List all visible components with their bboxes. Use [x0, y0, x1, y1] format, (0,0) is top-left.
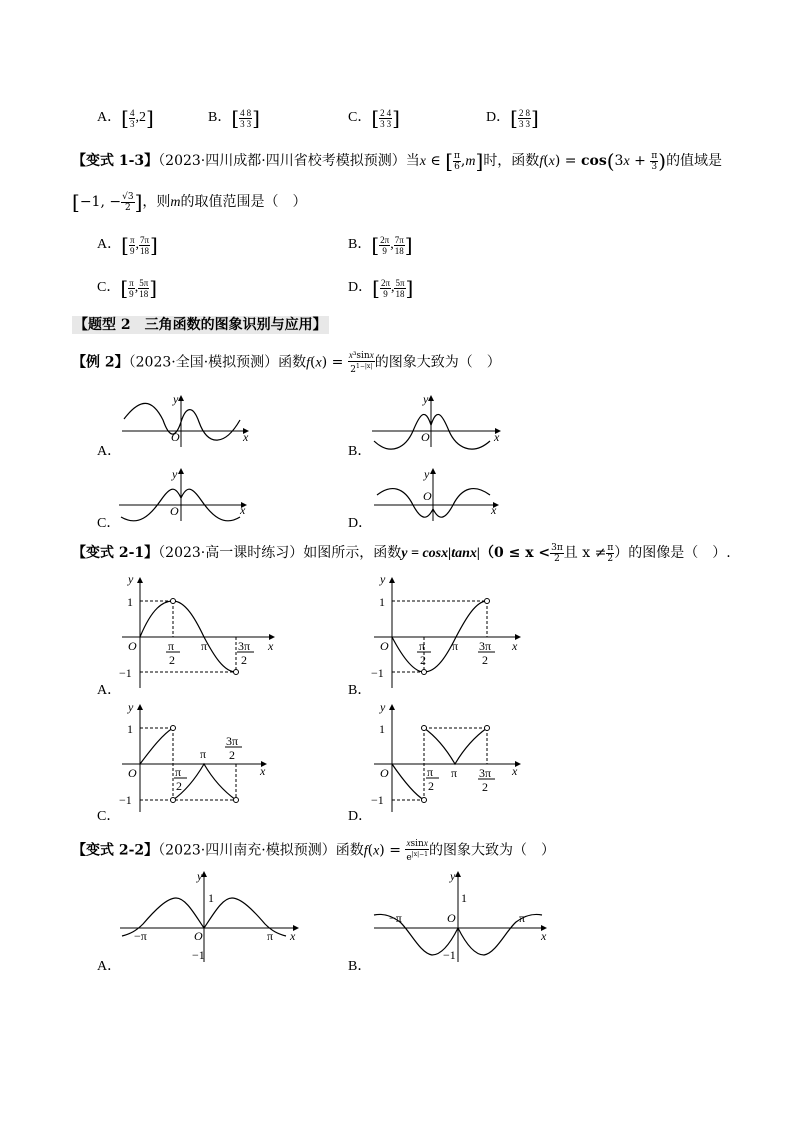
ex2-option-a: A．	[97, 444, 122, 459]
variant-2-2-question: 【变式 2-2】（2023·四川南充·模拟预测）函数f(x) = $\frac{xsinx}{e^{|x|-1}}$ 的图象大致为（ ）	[72, 838, 555, 863]
option-label: C．	[348, 110, 372, 126]
svg-text:−π: −π	[389, 911, 402, 925]
v22-option-a: A．	[97, 959, 122, 974]
svg-text:1: 1	[461, 891, 467, 905]
origin-label: O	[421, 430, 430, 444]
option-label: A．	[97, 110, 122, 126]
svg-text:y: y	[450, 869, 456, 883]
svg-text:O: O	[380, 639, 389, 653]
graph-v21-b	[371, 572, 520, 688]
graph-v22-a	[120, 869, 298, 962]
origin-label: O	[170, 504, 179, 518]
x-label: x	[491, 503, 497, 517]
variant-1-3-option-b: B．[ $\frac{2\pi}{9}$ , $\frac{7\pi}{18}$ ]	[348, 233, 413, 257]
graph-ex2-b	[372, 392, 500, 449]
svg-text:y: y	[197, 869, 203, 883]
svg-text:x: x	[512, 639, 518, 653]
svg-text:2: 2	[482, 653, 488, 667]
top-option-d: D．[ $\frac{2}{3}$ $\frac{8}{3}$ ]	[486, 106, 539, 130]
origin-label: O	[423, 489, 432, 503]
svg-text:2: 2	[241, 653, 247, 667]
svg-text:x: x	[541, 929, 547, 943]
svg-text:1: 1	[379, 595, 385, 609]
svg-text:y: y	[128, 700, 134, 714]
svg-text:π: π	[200, 747, 207, 761]
x-label: x	[240, 503, 246, 517]
svg-text:x: x	[268, 639, 274, 653]
variant-2-1-question: 【变式 2-1】（2023·高一课时练习）如图所示，函数y = cosx|tanx|（0 ≤ x < $\frac{3\pi}{2}$ 且 x ≠ $\frac{\pi}{2}$ ）的图像是（ ）.	[72, 542, 731, 564]
svg-text:2: 2	[420, 653, 426, 667]
graph-v21-d	[371, 700, 520, 812]
svg-text:π: π	[427, 765, 434, 779]
graph-ex2-a	[122, 392, 249, 447]
svg-text:2: 2	[428, 779, 434, 793]
option-label: D．	[486, 110, 511, 126]
y-label: y	[173, 392, 179, 406]
svg-text:π: π	[419, 639, 426, 653]
svg-text:3π: 3π	[238, 639, 251, 653]
y-label: y	[424, 467, 430, 481]
question-text: （2023·四川成都·四川省校考模拟预测）当	[158, 153, 420, 169]
svg-text:O: O	[128, 639, 137, 653]
svg-text:1: 1	[379, 722, 385, 736]
variant-1-3-option-a: A．[ $\frac{\pi}{9}$ , $\frac{7\pi}{18}$ ]	[97, 233, 158, 257]
graph-ex2-d	[374, 467, 498, 521]
svg-text:2: 2	[482, 780, 488, 794]
ex2-option-c: C．	[97, 516, 121, 531]
x-label: x	[243, 430, 249, 444]
svg-text:−1: −1	[371, 793, 384, 807]
graph-ex2-c	[119, 467, 246, 521]
graph-v22-b	[374, 869, 547, 962]
svg-text:−1: −1	[119, 666, 132, 680]
svg-text:π: π	[451, 766, 458, 780]
svg-text:y: y	[380, 572, 386, 586]
v21-option-c: C．	[97, 809, 121, 824]
svg-text:O: O	[128, 766, 137, 780]
variant-1-3-option-c: C．[ $\frac{\pi}{9}$ , $\frac{5\pi}{18}$ ]	[97, 276, 158, 300]
svg-text:x: x	[512, 764, 518, 778]
y-label: y	[172, 467, 178, 481]
top-option-c: C．[ $\frac{2}{3}$ $\frac{4}{3}$ ]	[348, 106, 400, 130]
svg-text:π: π	[267, 929, 274, 943]
top-option-a: A．[ $\frac{4}{3}$ ,2]	[97, 106, 154, 130]
ex2-option-d: D．	[348, 516, 373, 531]
svg-text:1: 1	[208, 891, 214, 905]
v21-option-b: B．	[348, 683, 372, 698]
option-label: B．	[208, 110, 232, 126]
svg-text:−1: −1	[192, 948, 205, 962]
top-option-b: B．[ $\frac{4}{3}$ $\frac{8}{3}$ ]	[208, 106, 260, 130]
svg-text:O: O	[380, 766, 389, 780]
example-2-question: 【例 2】（2023·全国·模拟预测）函数f(x) = $\frac{\text{x³sinx}}{2^{1-|x|}}$ 的图象大致为（ ）	[72, 350, 501, 375]
svg-text:y: y	[380, 700, 386, 714]
svg-text:1: 1	[127, 722, 133, 736]
question-tag: 【例 2】	[72, 354, 129, 371]
svg-text:O: O	[194, 929, 203, 943]
variant-1-3-question-line2: [−1, − $\frac{√3}{2}$ ]，则m的取值范围是（ ）	[72, 190, 307, 214]
x-label: x	[494, 430, 500, 444]
svg-text:π: π	[168, 639, 175, 653]
svg-text:3π: 3π	[479, 766, 492, 780]
variant-1-3-option-d: D．[ $\frac{2\pi}{9}$ , $\frac{5\pi}{18}$ ]	[348, 276, 414, 300]
svg-text:−π: −π	[134, 929, 147, 943]
svg-text:x: x	[260, 764, 266, 778]
y-label: y	[423, 392, 429, 406]
section-header: 【题型 2 三角函数的图象识别与应用】	[74, 317, 327, 333]
question-tag: 【变式 2-2】	[72, 842, 159, 859]
graph-v21-c	[119, 700, 266, 812]
v21-option-a: A．	[97, 683, 122, 698]
question-tag: 【变式 2-1】	[72, 545, 159, 561]
svg-text:π: π	[175, 765, 182, 779]
variant-1-3-question: 【变式 1-3】（2023·四川成都·四川省校考模拟预测）当x ∈ [ $\frac{\pi}{6}$ ,m]时，函数f(x) = cos(3x + $\frac{\pi}{3}$ )的值域是	[72, 149, 723, 173]
v21-option-d: D．	[348, 809, 373, 824]
svg-text:−1: −1	[443, 948, 456, 962]
origin-label: O	[171, 430, 180, 444]
svg-text:−1: −1	[119, 793, 132, 807]
svg-text:O: O	[447, 911, 456, 925]
svg-text:3π: 3π	[226, 734, 239, 748]
svg-text:2: 2	[176, 779, 182, 793]
svg-text:1: 1	[127, 595, 133, 609]
ex2-option-b: B．	[348, 444, 372, 459]
svg-text:3π: 3π	[479, 639, 492, 653]
svg-text:π: π	[201, 639, 208, 653]
svg-text:2: 2	[229, 748, 235, 762]
svg-text:y: y	[128, 572, 134, 586]
svg-text:π: π	[452, 639, 459, 653]
question-tag: 【变式 1-3】	[72, 153, 159, 169]
svg-text:−1: −1	[371, 666, 384, 680]
v22-option-b: B．	[348, 959, 372, 974]
svg-text:x: x	[290, 929, 296, 943]
svg-text:π: π	[519, 911, 526, 925]
graph-v21-a	[119, 572, 274, 688]
svg-text:2: 2	[169, 653, 175, 667]
